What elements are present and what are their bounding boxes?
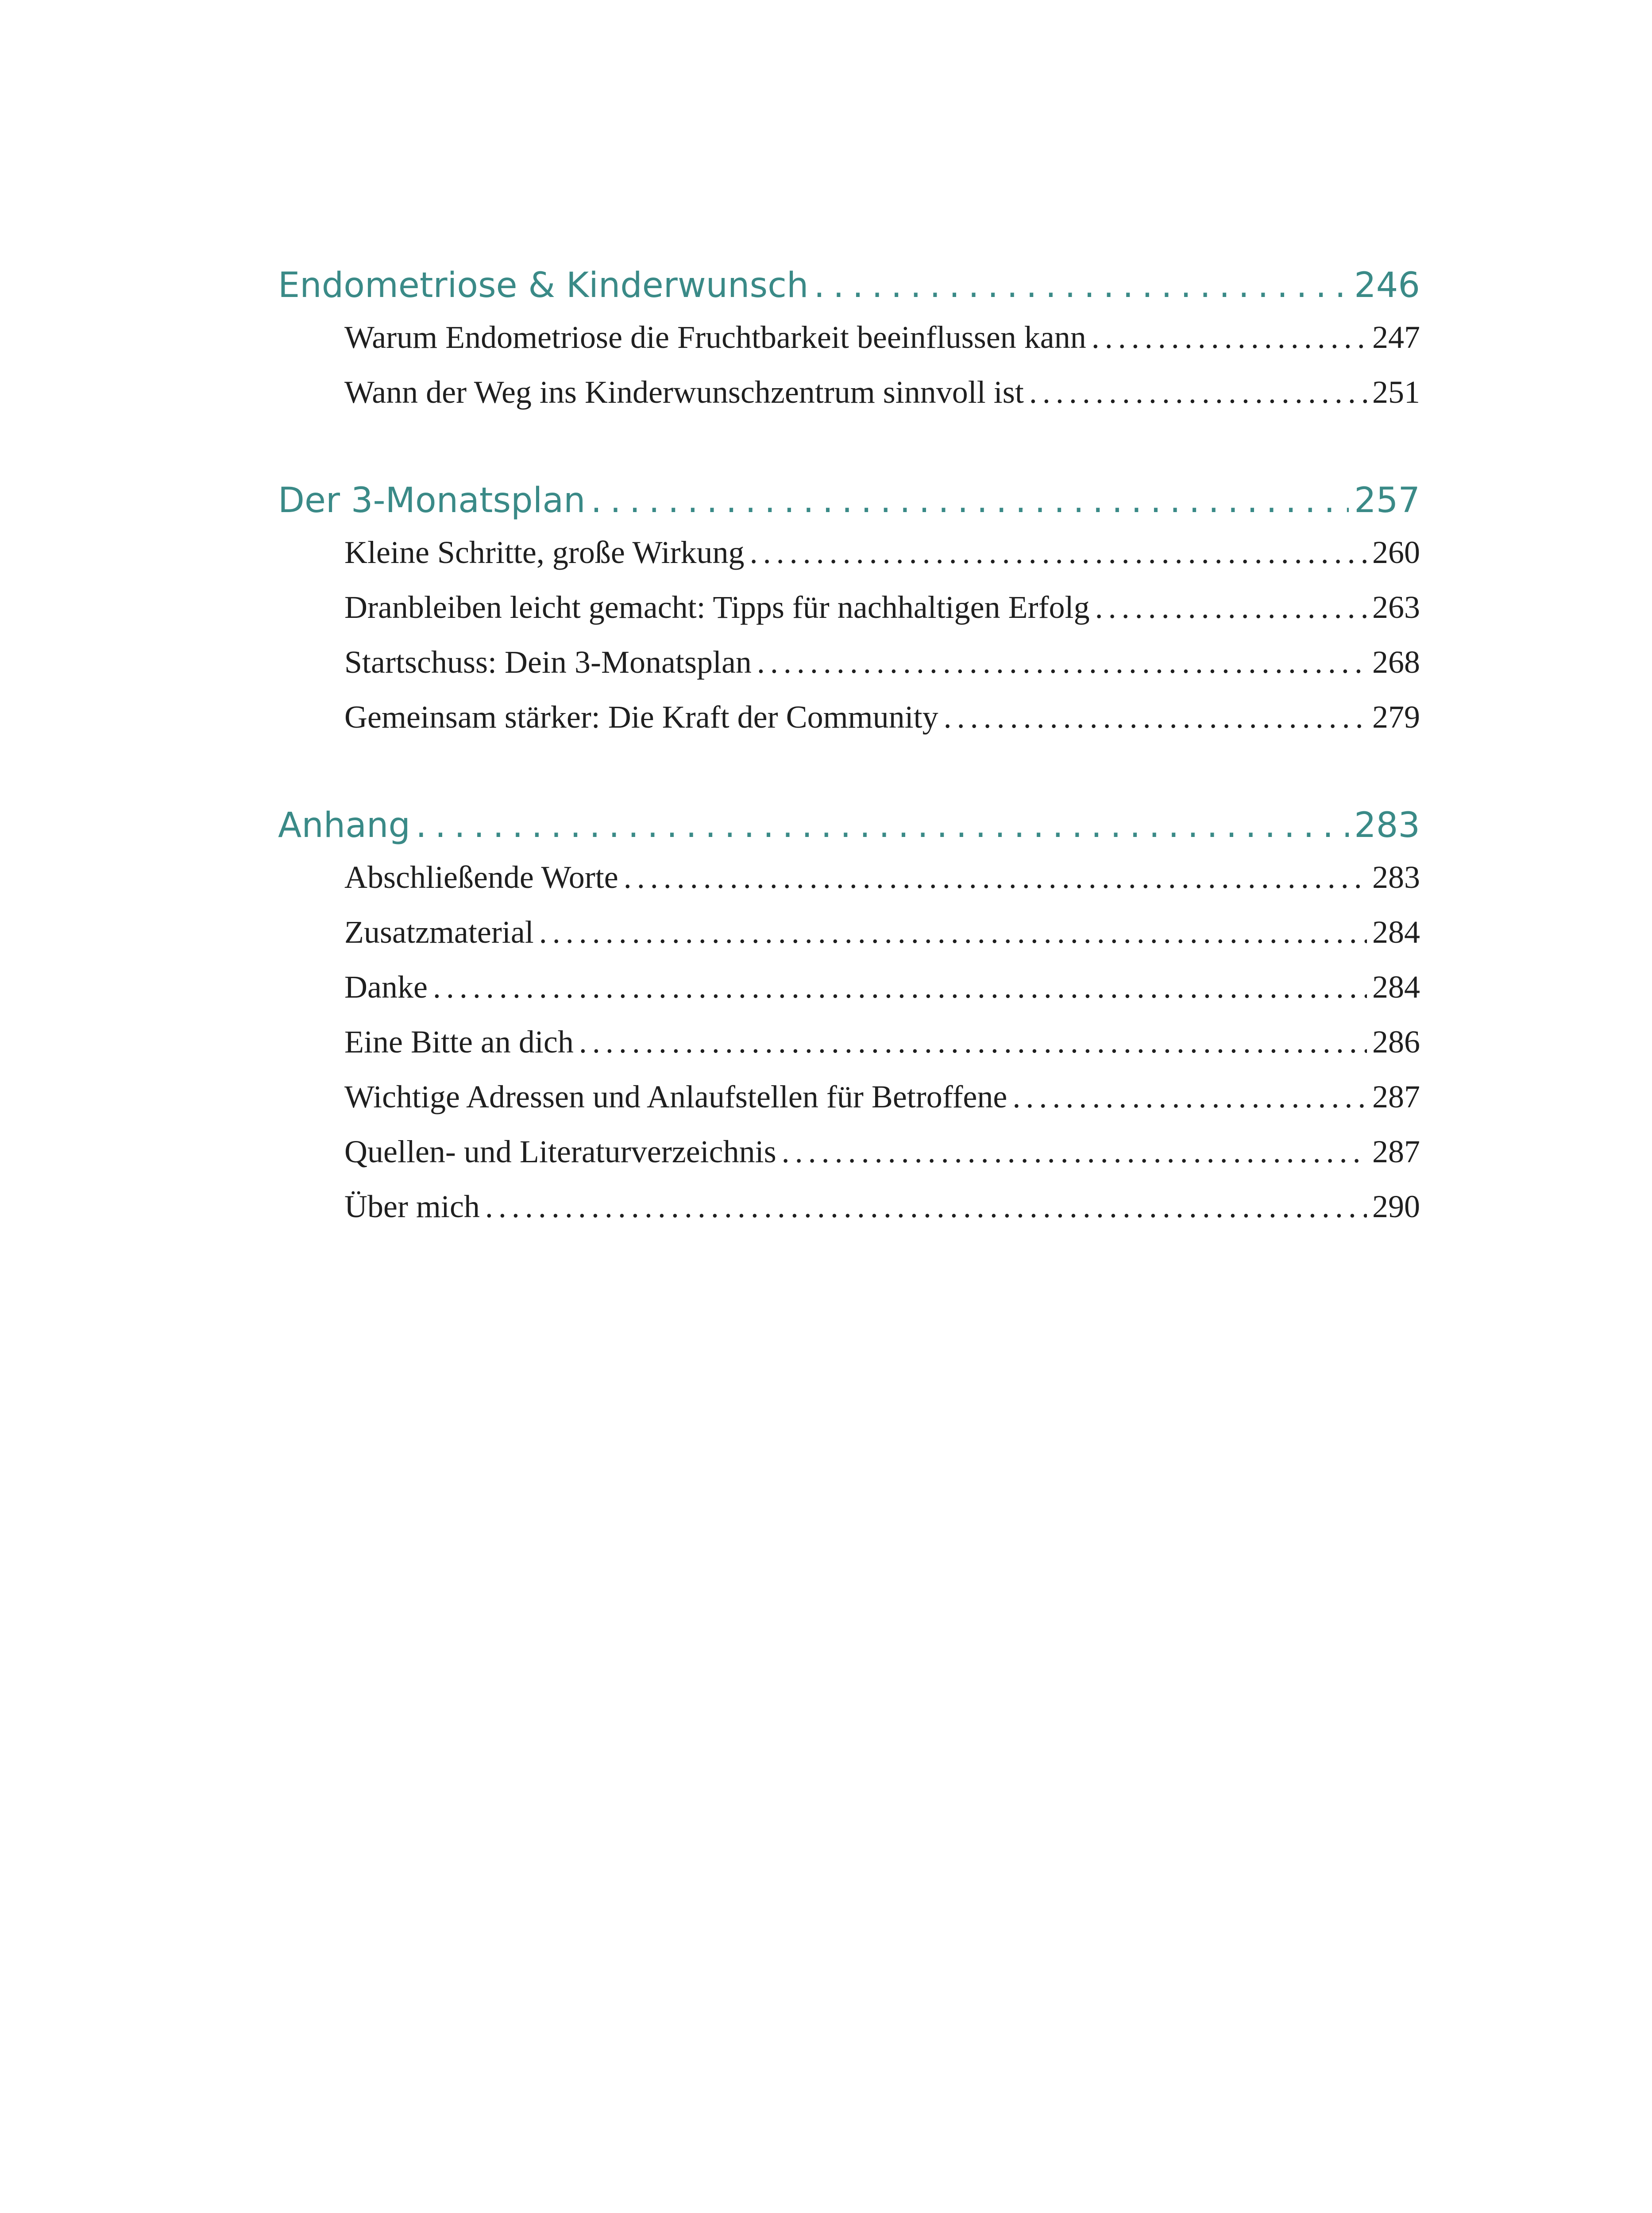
subchapter-page-number: 284 bbox=[1372, 914, 1420, 950]
chapter-title: Endometriose & Kinderwunsch bbox=[278, 266, 809, 305]
dot-leader bbox=[624, 850, 1367, 905]
chapter-title: Der 3-Monatsplan bbox=[278, 481, 586, 520]
subchapter-page-number: 263 bbox=[1372, 590, 1420, 625]
subchapter-entry[interactable] bbox=[278, 690, 1420, 744]
subchapter-title: Danke bbox=[344, 969, 428, 1005]
table-of-contents bbox=[278, 261, 1420, 1234]
subchapter-title: Gemeinsam stärker: Die Kraft der Community bbox=[344, 699, 938, 735]
subchapter-title: Über mich bbox=[344, 1189, 480, 1224]
dot-leader bbox=[750, 525, 1367, 580]
subchapter-page-number: 284 bbox=[1372, 969, 1420, 1005]
subchapter-entry[interactable] bbox=[278, 525, 1420, 580]
dot-leader bbox=[579, 1014, 1367, 1069]
subchapter-title: Startschuss: Dein 3-Monatsplan bbox=[344, 644, 752, 680]
dot-leader bbox=[782, 1124, 1367, 1179]
subchapter-entry[interactable] bbox=[278, 1069, 1420, 1124]
chapter-entry[interactable] bbox=[278, 261, 1420, 310]
dot-leader bbox=[433, 960, 1367, 1014]
subchapter-title: Zusatzmaterial bbox=[344, 914, 534, 950]
subchapter-page-number: 251 bbox=[1372, 374, 1420, 410]
subchapter-title: Wichtige Adressen und Anlaufstellen für Betroffene bbox=[344, 1079, 1007, 1114]
toc-section-endometriose bbox=[278, 261, 1420, 420]
dot-leader bbox=[944, 690, 1367, 744]
subchapter-title: Kleine Schritte, große Wirkung bbox=[344, 535, 745, 570]
subchapter-entry[interactable] bbox=[278, 850, 1420, 905]
dot-leader bbox=[539, 905, 1367, 960]
subchapter-entry[interactable] bbox=[278, 905, 1420, 960]
dot-leader bbox=[757, 635, 1367, 690]
subchapter-page-number: 287 bbox=[1372, 1134, 1420, 1169]
dot-leader bbox=[1029, 365, 1367, 420]
subchapter-page-number: 290 bbox=[1372, 1189, 1420, 1224]
dot-leader bbox=[485, 1179, 1367, 1234]
toc-section-anhang bbox=[278, 801, 1420, 1234]
subchapter-page-number: 286 bbox=[1372, 1024, 1420, 1060]
subchapter-entry[interactable] bbox=[278, 635, 1420, 690]
subchapter-title: Quellen- und Literaturverzeichnis bbox=[344, 1134, 776, 1169]
dot-leader bbox=[1095, 580, 1367, 635]
chapter-page-number: 257 bbox=[1354, 481, 1420, 520]
subchapter-entry[interactable] bbox=[278, 1124, 1420, 1179]
subchapter-page-number: 279 bbox=[1372, 699, 1420, 735]
subchapter-title: Wann der Weg ins Kinderwunschzentrum sinnvoll ist bbox=[344, 374, 1024, 410]
subchapter-entry[interactable] bbox=[278, 580, 1420, 635]
subchapter-page-number: 247 bbox=[1372, 320, 1420, 355]
subchapter-title: Abschließende Worte bbox=[344, 860, 618, 895]
subchapter-page-number: 283 bbox=[1372, 860, 1420, 895]
dot-leader bbox=[416, 801, 1349, 850]
subchapter-title: Eine Bitte an dich bbox=[344, 1024, 574, 1060]
subchapter-entry[interactable] bbox=[278, 960, 1420, 1014]
subchapter-page-number: 260 bbox=[1372, 535, 1420, 570]
subchapter-entry[interactable] bbox=[278, 1014, 1420, 1069]
dot-leader bbox=[591, 476, 1349, 525]
subchapter-page-number: 268 bbox=[1372, 644, 1420, 680]
chapter-title: Anhang bbox=[278, 806, 410, 845]
toc-section-3-monatsplan bbox=[278, 476, 1420, 744]
chapter-entry[interactable] bbox=[278, 801, 1420, 850]
dot-leader bbox=[1092, 310, 1367, 365]
subchapter-entry[interactable] bbox=[278, 365, 1420, 420]
subchapter-entry[interactable] bbox=[278, 1179, 1420, 1234]
subchapter-page-number: 287 bbox=[1372, 1079, 1420, 1114]
chapter-page-number: 283 bbox=[1354, 806, 1420, 845]
dot-leader bbox=[1012, 1069, 1367, 1124]
chapter-entry[interactable] bbox=[278, 476, 1420, 525]
subchapter-entry[interactable] bbox=[278, 310, 1420, 365]
subchapter-title: Warum Endometriose die Fruchtbarkeit beeinflussen kann bbox=[344, 320, 1086, 355]
chapter-page-number: 246 bbox=[1354, 266, 1420, 305]
dot-leader bbox=[814, 261, 1349, 310]
subchapter-title: Dranbleiben leicht gemacht: Tipps für nachhaltigen Erfolg bbox=[344, 590, 1090, 625]
